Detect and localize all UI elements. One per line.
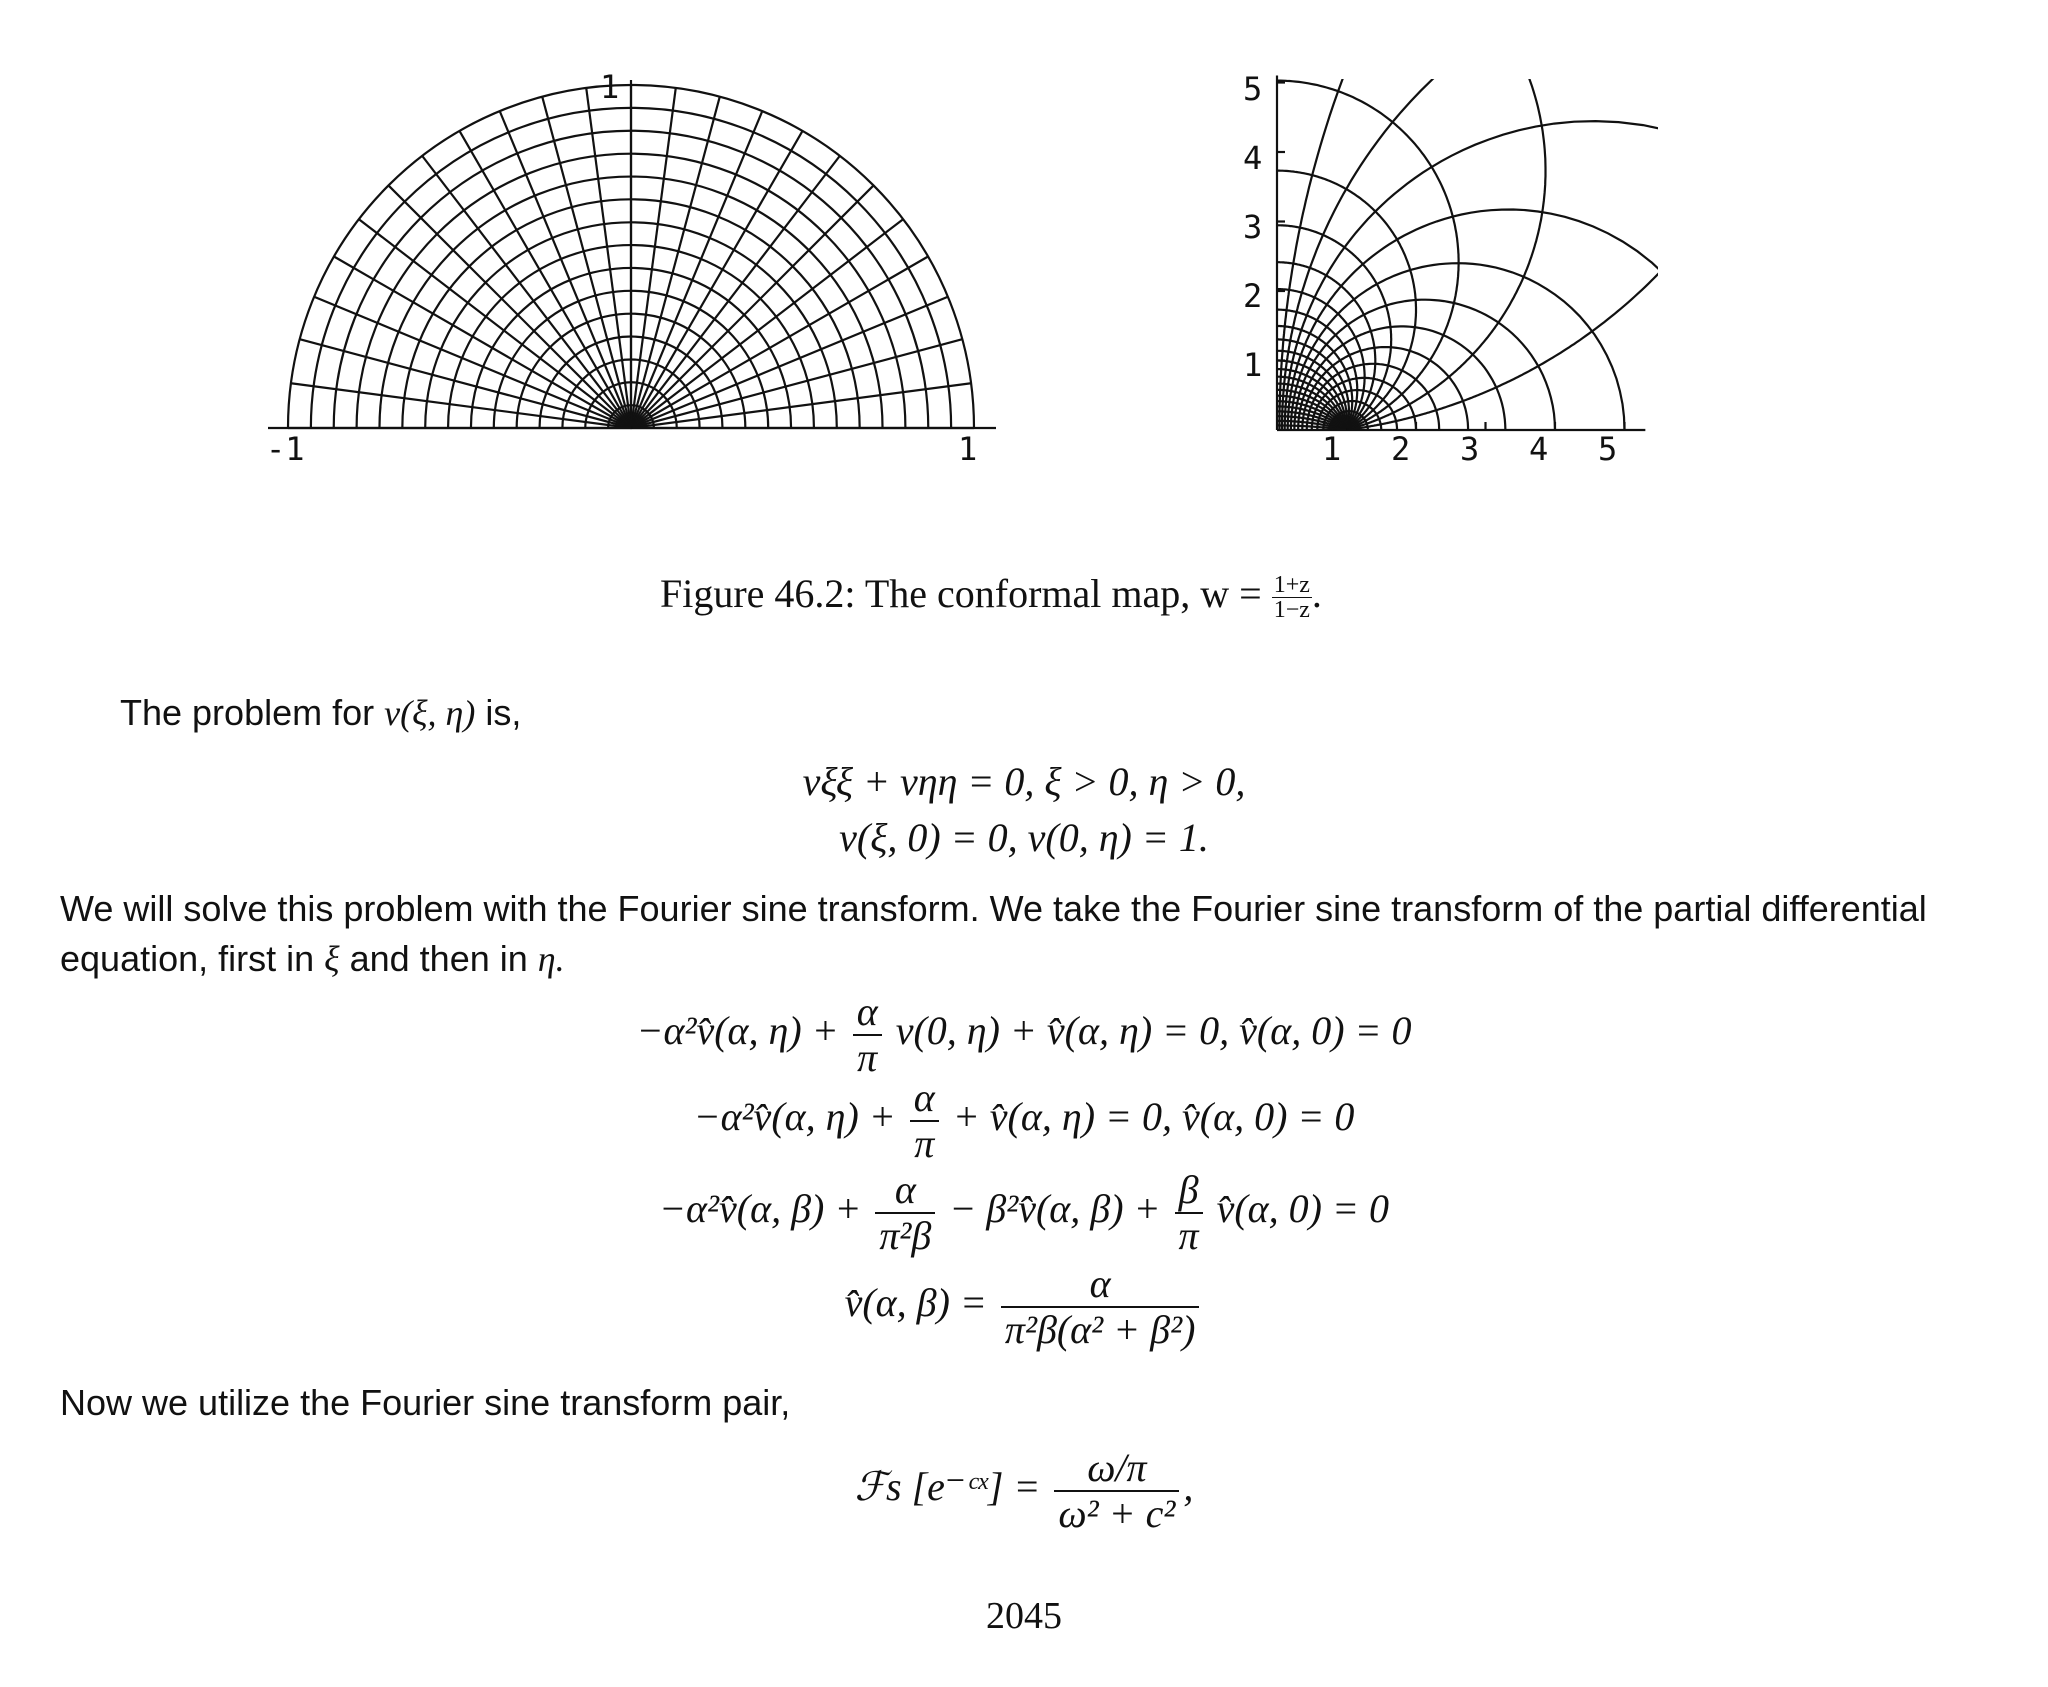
left-ray <box>631 131 803 428</box>
left-y-tick-1: 1 <box>600 68 620 106</box>
eq3-frac1-den: π²β <box>879 1213 932 1258</box>
quarter-plane-image-plot <box>1277 0 2048 430</box>
eq2-lhs: −α²v̂(α, η) + <box>693 1094 896 1140</box>
left-ray <box>388 185 631 428</box>
right-x-tick-5: 5 <box>1598 430 1618 468</box>
right-image-circle <box>1282 0 2048 430</box>
sine-transform-pair <box>0 1446 2048 1536</box>
eq1-frac-num: α <box>853 990 882 1036</box>
problem-intro-end: is, <box>485 692 522 733</box>
page-number: 2045 <box>986 1595 1062 1637</box>
right-image-circle <box>1285 121 1903 430</box>
right-y-tick-2: 2 <box>1243 277 1263 315</box>
right-y-tick-3: 3 <box>1243 208 1263 246</box>
right-x-tick-3: 3 <box>1460 430 1480 468</box>
pde-1: vξξ + vηη = 0, ξ > 0, η > 0, <box>802 759 1246 804</box>
eq3-fraction-1 <box>875 1168 935 1258</box>
caption-period: . <box>1311 571 1322 616</box>
right-y-tick-4: 4 <box>1243 139 1263 177</box>
left-ray <box>460 131 632 428</box>
caption-text: Figure 46.2: The conformal map, w = <box>660 571 1262 616</box>
eq3-frac1-num: α <box>875 1168 935 1214</box>
problem-intro <box>120 688 521 738</box>
conformal-map-figure <box>0 0 2048 500</box>
solve-line-2 <box>60 934 2020 984</box>
eq1-rhs: v(0, η) + v̂(α, η) = 0, v̂(α, 0) = 0 <box>895 1008 1412 1054</box>
fs-frac-den: ω² + c² <box>1058 1491 1176 1536</box>
eq3-frac2-num: β <box>1175 1168 1203 1214</box>
eq2-frac-num: α <box>910 1076 939 1122</box>
caption-frac-num: 1+z <box>1273 572 1310 599</box>
eq4-lhs: v̂̂(α, β) = <box>844 1280 987 1326</box>
eq3-mid: − β²v̂̂(α, β) + <box>949 1186 1161 1232</box>
right-x-tick-2: 2 <box>1391 430 1411 468</box>
solve-line-2-text-b: and then in <box>349 938 528 979</box>
right-y-tick-1: 1 <box>1243 346 1263 384</box>
caption-fraction <box>1272 573 1312 622</box>
left-x-tick-1: 1 <box>958 430 978 468</box>
pair-intro: Now we utilize the Fourier sine transform pair, <box>60 1382 791 1423</box>
solve-line-1: We will solve this problem with the Fourier sine transform. We take the Fourier sine transform of the partial differential <box>60 888 1927 929</box>
transform-eq-2 <box>0 1076 2048 1166</box>
transform-eq-4 <box>0 1262 2048 1352</box>
eq4-frac-num: α <box>1001 1262 1200 1308</box>
right-image-circle <box>1279 0 2048 430</box>
left-x-tick-neg1: -1 <box>266 430 305 468</box>
solve-line-2-eta: η. <box>537 939 565 979</box>
fs-comma: , <box>1183 1464 1194 1510</box>
fs-frac-num: ω/π <box>1054 1446 1179 1492</box>
eq2-frac-den: π <box>914 1121 935 1166</box>
problem-intro-text: The problem for <box>120 692 375 733</box>
eq2-rhs: + v̂(α, η) = 0, v̂(α, 0) = 0 <box>952 1094 1355 1140</box>
eq3-frac2-den: π <box>1178 1213 1199 1258</box>
right-x-tick-4: 4 <box>1529 430 1549 468</box>
eq1-fraction <box>853 990 882 1080</box>
transform-eq-1 <box>0 990 2048 1080</box>
half-disk-grid-plot <box>268 80 996 428</box>
eq3-rhs: v̂(α, 0) = 0 <box>1216 1186 1389 1232</box>
pde-2: v(ξ, 0) = 0, v(0, η) = 1. <box>839 815 1209 860</box>
eq4-fraction <box>1001 1262 1200 1352</box>
pde-equation-line-2 <box>0 814 2048 861</box>
solve-line-2-text-a: equation, first in <box>60 938 315 979</box>
eq3-lhs: −α²v̂̂(α, β) + <box>659 1186 862 1232</box>
eq3-fraction-2 <box>1175 1168 1203 1258</box>
eq2-fraction <box>910 1076 939 1166</box>
figure-caption <box>660 570 1322 622</box>
transform-eq-3 <box>0 1168 2048 1258</box>
right-y-tick-5: 5 <box>1243 70 1263 108</box>
eq1-lhs: −α²v̂(α, η) + <box>636 1008 839 1054</box>
pde-equation-line-1 <box>0 758 2048 805</box>
left-ray <box>631 257 928 429</box>
eq1-frac-den: π <box>857 1035 878 1080</box>
solve-paragraph <box>60 884 2020 984</box>
left-ray <box>631 185 874 428</box>
right-x-tick-1: 1 <box>1322 430 1342 468</box>
left-ray <box>334 257 631 429</box>
fs-lhs: ℱs [e⁻ᶜˣ] = <box>854 1464 1041 1510</box>
caption-frac-den: 1−z <box>1273 597 1310 624</box>
eq4-frac-den: π²β(α² + β²) <box>1004 1307 1196 1352</box>
fs-fraction <box>1054 1446 1179 1536</box>
solve-line-2-xi: ξ <box>324 939 340 979</box>
problem-intro-var: v(ξ, η) <box>384 693 476 733</box>
